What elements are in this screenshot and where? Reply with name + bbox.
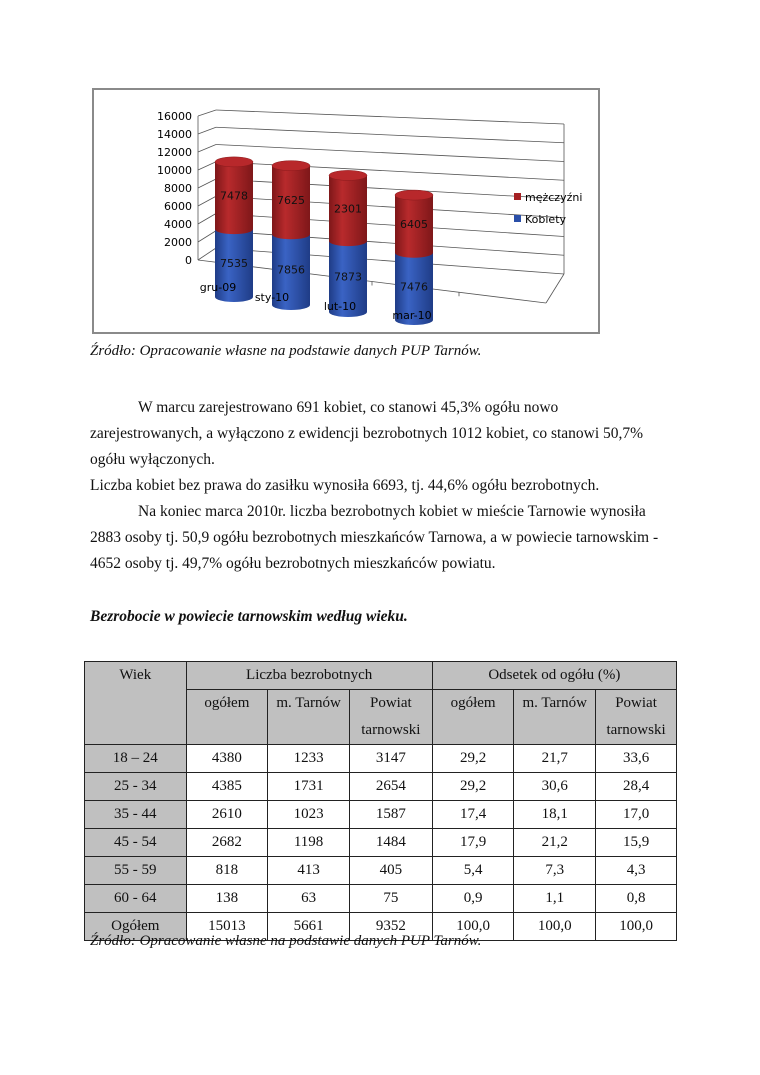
gridline-side [198,110,216,116]
header-count-group: Liczba bezrobotnych [186,662,432,690]
legend-label: Kobiety [525,213,567,226]
value-cell: 15013 [186,913,268,941]
gridline [216,179,564,199]
y-tick-label: 10000 [157,164,192,177]
gridline-side [198,196,216,206]
paragraph-3: Na koniec marca 2010r. liczba bezrobotnych kobiet w mieście Tarnowie wynosiła 2883 osoby tj. 50,9 ogółu bezrobotnych mieszkańców Tarnowa, a w powiecie tarnowskim - 4652 osoby tj. 49,7% ogółu bezrobotnych mieszkańców powiatu. [90,503,659,572]
subheader-cell: ogółem [432,690,514,745]
value-cell: 4,3 [596,857,677,885]
stacked-cylinder-chart [94,90,602,336]
paragraph-2: Liczba kobiet bez prawa do zasiłku wynosiła 6693, tj. 44,6% ogółu bezrobotnych. [90,477,600,494]
table-source-caption: Źródło: Opracowanie własne na podstawie danych PUP Tarnów. [90,933,482,949]
value-cell: 1233 [268,745,350,773]
bar-top-cap [329,170,367,180]
age-cell: 55 - 59 [85,857,187,885]
gridline-side [198,179,216,188]
legend-swatch [514,193,521,200]
x-tick-label: mar-10 [392,309,432,322]
value-cell: 5,4 [432,857,514,885]
subheader-cell: m. Tarnów [514,690,596,745]
value-cell: 29,2 [432,745,514,773]
table-row [85,885,677,913]
age-cell: Ogółem [85,913,187,941]
header-age: Wiek [85,662,187,745]
value-cell: 1198 [268,829,350,857]
table-row [85,829,677,857]
y-tick-label: 2000 [164,236,192,249]
subheader-cell: Powiat tarnowski [349,690,432,745]
x-tick-label: lut-10 [323,300,357,313]
value-cell: 138 [186,885,268,913]
data-label: 2301 [334,202,362,216]
chart-source-caption: Źródło: Opracowanie własne na podstawie danych PUP Tarnów. [90,343,482,359]
value-cell: 63 [268,885,350,913]
value-cell: 28,4 [596,773,677,801]
gridline [216,214,564,237]
value-cell: 17,4 [432,801,514,829]
data-label: 7478 [220,189,248,203]
gridline [216,145,564,162]
value-cell: 33,6 [596,745,677,773]
paragraph-1: W marcu zarejestrowano 691 kobiet, co stanowi 45,3% ogółu nowo zarejestrowanych, a wyłączono z ewidencji bezrobotnych 1012 kobiet, co stanowi 50,7% ogółu wyłączonych. [90,399,644,468]
value-cell: 405 [349,857,432,885]
gridline [216,127,564,143]
age-unemployment-table [84,661,677,941]
age-cell: 18 – 24 [85,745,187,773]
chart-frame [92,88,600,334]
gridline-side [198,248,216,260]
data-label: 7625 [277,193,305,207]
value-cell: 0,9 [432,885,514,913]
data-label: 7476 [400,280,428,294]
legend-label: mężczyźni [525,191,583,204]
value-cell: 21,2 [514,829,596,857]
value-cell: 818 [186,857,268,885]
table-header-row [85,662,677,690]
y-tick-label: 0 [185,254,192,267]
subheader-cell: ogółem [186,690,268,745]
table-row [85,857,677,885]
value-cell: 7,3 [514,857,596,885]
y-tick-label: 12000 [157,146,192,159]
gridline [216,110,564,124]
value-cell: 4380 [186,745,268,773]
value-cell: 1731 [268,773,350,801]
table-row [85,773,677,801]
bar-top-cap [215,157,253,167]
table-body [85,745,677,941]
value-cell: 17,9 [432,829,514,857]
value-cell: 100,0 [432,913,514,941]
value-cell: 4385 [186,773,268,801]
gridline-side [198,145,216,153]
value-cell: 1587 [349,801,432,829]
value-cell: 2654 [349,773,432,801]
value-cell: 30,6 [514,773,596,801]
x-tick-label: gru-09 [199,281,237,294]
table-row [85,745,677,773]
value-cell: 5661 [268,913,350,941]
table-row [85,801,677,829]
bar-top-cap [395,190,433,200]
value-cell: 1023 [268,801,350,829]
age-cell: 25 - 34 [85,773,187,801]
subheader-cell: m. Tarnów [268,690,350,745]
value-cell: 9352 [349,913,432,941]
value-cell: 413 [268,857,350,885]
value-cell: 18,1 [514,801,596,829]
value-cell: 29,2 [432,773,514,801]
gridline-side [198,214,216,225]
age-cell: 60 - 64 [85,885,187,913]
data-label: 7873 [334,270,362,284]
data-label: 7535 [220,257,248,271]
value-cell: 21,7 [514,745,596,773]
y-tick-label: 14000 [157,128,192,141]
value-cell: 17,0 [596,801,677,829]
x-tick-label: sty-10 [254,291,290,304]
y-tick-label: 4000 [164,218,192,231]
gridline [216,162,564,181]
age-cell: 45 - 54 [85,829,187,857]
value-cell: 1,1 [514,885,596,913]
y-tick-label: 8000 [164,182,192,195]
header-percent-group: Odsetek od ogółu (%) [432,662,676,690]
data-label: 6405 [400,217,428,231]
value-cell: 15,9 [596,829,677,857]
gridline-side [198,231,216,242]
value-cell: 3147 [349,745,432,773]
data-label: 7856 [277,263,305,277]
section-title: Bezrobocie w powiecie tarnowskim według wieku. [90,608,408,625]
value-cell: 75 [349,885,432,913]
gridline-side [198,127,216,134]
floor-right-edge [546,274,564,303]
value-cell: 100,0 [514,913,596,941]
y-tick-label: 16000 [157,110,192,123]
subheader-cell: Powiat tarnowski [596,690,677,745]
value-cell: 2610 [186,801,268,829]
gridline-side [198,162,216,170]
age-cell: 35 - 44 [85,801,187,829]
bar-top-cap [272,161,310,171]
value-cell: 0,8 [596,885,677,913]
y-tick-label: 6000 [164,200,192,213]
value-cell: 1484 [349,829,432,857]
value-cell: 100,0 [596,913,677,941]
value-cell: 2682 [186,829,268,857]
legend-swatch [514,215,521,222]
